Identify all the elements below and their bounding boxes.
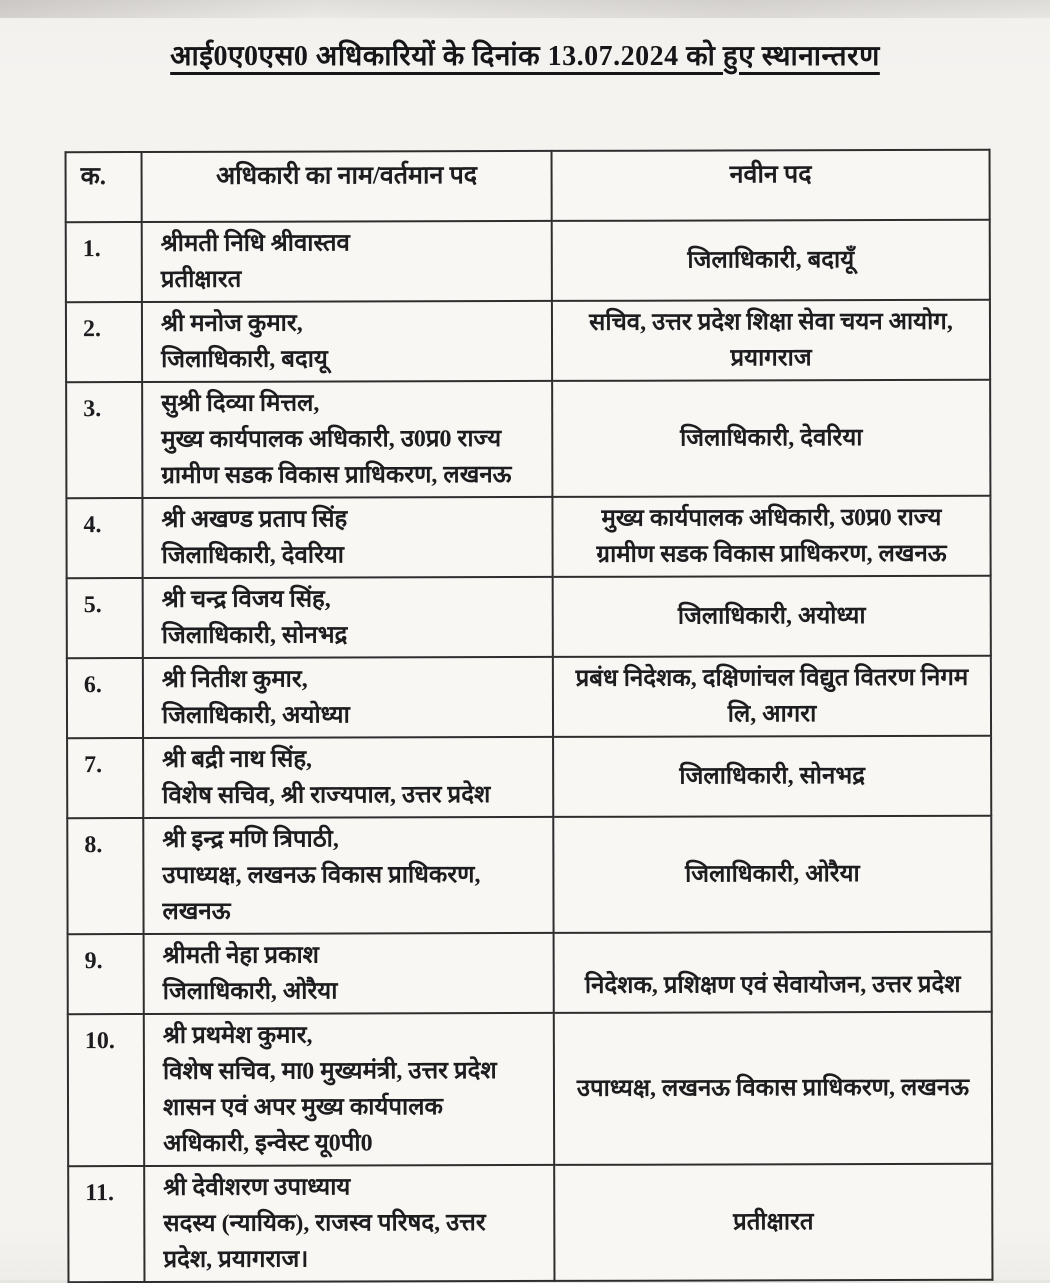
table-row (67, 656, 991, 738)
current-post-cell: श्री मनोज कुमार, जिलाधिकारी, बदायू (142, 301, 552, 382)
new-post-cell: सचिव, उत्तर प्रदेश शिक्षा सेवा चयन आयोग, प्रयागराज (552, 300, 990, 381)
serial-number-cell: 6. (67, 658, 143, 738)
new-post-cell: जिलाधिकारी, सोनभद्र (553, 736, 991, 817)
current-post-cell: श्रीमती निधि श्रीवास्तव प्रतीक्षारत (142, 221, 552, 302)
table-header-row (66, 150, 990, 222)
serial-number-cell: 7. (67, 738, 143, 818)
current-post-cell: श्री चन्द्र विजय सिंह, जिलाधिकारी, सोनभद्र (143, 577, 553, 658)
serial-number-cell: 9. (68, 934, 144, 1014)
table-row (66, 380, 990, 498)
table-row (68, 932, 992, 1014)
current-post-cell: सुश्री दिव्या मित्तल, मुख्य कार्यपालक अधिकारी, उ0प्र0 राज्य ग्रामीण सडक विकास प्राधिकरण, लखनऊ (142, 381, 552, 498)
table-row (67, 816, 991, 934)
table-row (66, 496, 990, 578)
current-post-cell: श्रीमती नेहा प्रकाश जिलाधिकारी, ओरैया (144, 933, 554, 1014)
new-post-cell: जिलाधिकारी, बदायूँ (552, 220, 990, 301)
serial-number-cell: 4. (66, 498, 142, 578)
serial-number-cell: 11. (68, 1166, 144, 1282)
document-title: आई0ए0एस0 अधिकारियों के दिनांक 13.07.2024 को हुए स्थानान्तरण (170, 41, 880, 72)
current-post-cell: श्री बद्री नाथ सिंह, विशेष सचिव, श्री राज्यपाल, उत्तर प्रदेश (143, 737, 553, 818)
new-post-cell: जिलाधिकारी, अयोध्या (553, 576, 991, 657)
serial-number-cell: 5. (67, 578, 143, 658)
current-post-cell: श्री अखण्ड प्रताप सिंह जिलाधिकारी, देवरिया (142, 497, 552, 578)
table-row (67, 736, 991, 818)
header-serial-number: क. (66, 152, 142, 222)
table-row (68, 1164, 992, 1282)
table-row (68, 1012, 992, 1166)
serial-number-cell: 3. (66, 382, 142, 498)
table-row (67, 576, 991, 658)
new-post-cell: प्रतीक्षारत (554, 1164, 992, 1281)
current-post-cell: श्री इन्द्र मणि त्रिपाठी, उपाध्यक्ष, लखनऊ विकास प्राधिकरण, लखनऊ (143, 817, 553, 934)
new-post-cell: जिलाधिकारी, ओरैया (553, 816, 991, 933)
new-post-cell: उपाध्यक्ष, लखनऊ विकास प्राधिकरण, लखनऊ (554, 1012, 992, 1165)
current-post-cell: श्री देवीशरण उपाध्याय सदस्य (न्यायिक), राजस्व परिषद, उत्तर प्रदेश, प्रयागराज। (144, 1165, 554, 1282)
header-new-post: नवीन पद (552, 150, 990, 221)
current-post-cell: श्री नितीश कुमार, जिलाधिकारी, अयोध्या (143, 657, 553, 738)
new-post-cell: जिलाधिकारी, देवरिया (552, 380, 990, 497)
transfer-table (65, 149, 994, 1283)
new-post-cell: निदेशक, प्रशिक्षण एवं सेवायोजन, उत्तर प्रदेश (554, 932, 992, 1013)
header-current-post: अधिकारी का नाम/वर्तमान पद (142, 151, 552, 222)
serial-number-cell: 2. (66, 302, 142, 382)
table-row (66, 300, 990, 382)
serial-number-cell: 1. (66, 222, 142, 302)
serial-number-cell: 10. (68, 1014, 144, 1166)
current-post-cell: श्री प्रथमेश कुमार, विशेष सचिव, मा0 मुख्यमंत्री, उत्तर प्रदेश शासन एवं अपर मुख्य कार्यपालक अधिकारी, इन्वेस्ट यू0पी0 (144, 1013, 554, 1166)
new-post-cell: मुख्य कार्यपालक अधिकारी, उ0प्र0 राज्य ग्रामीण सडक विकास प्राधिकरण, लखनऊ (552, 496, 990, 577)
table-row (66, 220, 990, 302)
new-post-cell: प्रबंध निदेशक, दक्षिणांचल विद्युत वितरण निगम लि, आगरा (553, 656, 991, 737)
serial-number-cell: 8. (67, 818, 143, 934)
